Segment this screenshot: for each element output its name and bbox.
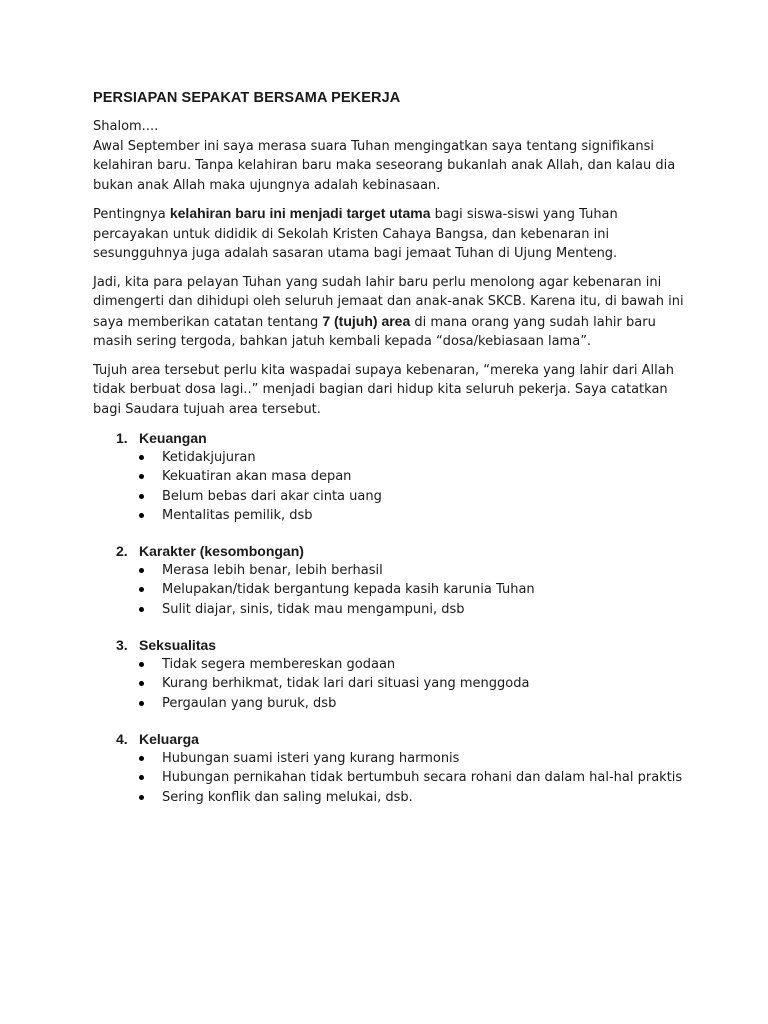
paragraph-intro-areas: Tujuh area tersebut perlu kita waspadai supaya kebenaran, “mereka yang lahir dari Allah tidak berbuat dosa lagi..” menjadi bagian dari hidup kita seluruh pekerja. Saya catatkan bagi Saudara tujuah area tersebut. — [93, 362, 674, 417]
list-item — [93, 467, 693, 486]
bullet-dot-icon — [139, 513, 144, 518]
bullet-dot-icon — [139, 455, 144, 460]
area-bullet-list — [93, 561, 693, 619]
list-item — [93, 674, 693, 693]
list-item-text: Sering konflik dan saling melukai, dsb. — [162, 789, 413, 805]
list-item — [93, 694, 693, 713]
area-heading-label: Keluarga — [139, 730, 199, 747]
area-number: 4. — [116, 730, 128, 747]
bullet-dot-icon — [139, 494, 144, 499]
area-item — [93, 429, 693, 525]
bullet-dot-icon — [139, 775, 144, 780]
area-heading — [93, 542, 693, 561]
paragraph-seven-areas-rest: di mana orang yang sudah lahir baru masih sering tergoda, bahkan jatuh kembali kepada “dosa/kebiasaan lama”. — [93, 314, 656, 349]
areas-list — [93, 429, 693, 807]
list-item-text: Hubungan suami isteri yang kurang harmonis — [162, 750, 460, 766]
paragraph-target — [93, 204, 693, 264]
list-item — [93, 448, 693, 467]
bullet-dot-icon — [139, 474, 144, 479]
list-item-text: Melupakan/tidak bergantung kepada kasih karunia Tuhan — [162, 582, 535, 598]
list-item — [93, 561, 693, 580]
list-item — [93, 788, 693, 807]
area-heading-label: Karakter (kesombongan) — [139, 543, 304, 560]
area-bullet-list — [93, 749, 693, 807]
list-item-text: Hubungan pernikahan tidak bertumbuh secara rohani dan dalam hal-hal praktis — [162, 770, 683, 786]
area-heading-label: Keuangan — [139, 430, 207, 446]
document-title: PERSIAPAN SEPAKAT BERSAMA PEKERJA — [93, 90, 401, 106]
bullet-dot-icon — [139, 756, 144, 761]
paragraph-seven-areas-lead: Jadi, kita para pelayan Tuhan yang sudah lahir baru perlu menolong agar kebenaran ini dimengerti dan dihidupi oleh seluruh jemaat dan anak-anak SKCB. Karena itu, di bawah ini saya memberikan catatan tentang — [93, 274, 684, 330]
area-heading-label: Seksualitas — [139, 637, 217, 654]
bullet-dot-icon — [139, 662, 144, 667]
bullet-dot-icon — [139, 587, 144, 592]
list-item-text: Kekuatiran akan masa depan — [162, 469, 352, 485]
list-item-text: Merasa lebih benar, lebih berhasil — [162, 563, 383, 579]
area-heading — [93, 429, 693, 448]
bullet-dot-icon — [139, 681, 144, 686]
bullet-dot-icon — [139, 795, 144, 800]
paragraph-seven-areas-emphasis: 7 (tujuh) area — [322, 312, 411, 329]
bullet-dot-icon — [139, 701, 144, 706]
list-item — [93, 768, 693, 787]
list-item — [93, 749, 693, 768]
area-heading — [93, 730, 693, 749]
area-bullet-list — [93, 655, 693, 713]
area-number: 3. — [116, 637, 128, 654]
intro-paragraph: Awal September ini saya merasa suara Tuhan mengingatkan saya tentang signifikansi kelahiran baru. Tanpa kelahiran baru maka seseorang bukanlah anak Allah, dan kalau dia bukan anak Allah maka ujungnya adalah kebinasaan. — [93, 138, 676, 193]
area-item — [93, 542, 693, 619]
list-item-text: Sulit diajar, sinis, tidak mau mengampuni, dsb — [162, 601, 465, 617]
paragraph-target-emphasis: kelahiran baru ini menjadi target utama — [169, 205, 431, 221]
area-heading — [93, 636, 693, 655]
area-item — [93, 730, 693, 807]
bullet-dot-icon — [139, 607, 144, 612]
list-item — [93, 487, 693, 506]
bullet-dot-icon — [139, 568, 144, 573]
area-item — [93, 636, 693, 713]
paragraph-target-lead: Pentingnya — [93, 207, 170, 222]
list-item — [93, 655, 693, 674]
list-item — [93, 600, 693, 619]
document-page — [93, 88, 693, 824]
paragraph-seven-areas — [93, 273, 693, 352]
greeting-text: Shalom.... — [93, 119, 159, 134]
list-item-text: Pergaulan yang buruk, dsb — [162, 695, 337, 711]
area-number: 2. — [116, 543, 128, 560]
area-bullet-list — [93, 448, 693, 525]
area-number: 1. — [116, 430, 128, 446]
list-item — [93, 580, 693, 599]
list-item — [93, 506, 693, 525]
list-item-text: Ketidakjujuran — [162, 450, 256, 465]
list-item-text: Kurang berhikmat, tidak lari dari situasi yang menggoda — [162, 676, 530, 692]
list-item-text: Belum bebas dari akar cinta uang — [162, 488, 382, 504]
paragraph-target-rest: bagi siswa-siswi yang Tuhan percayakan untuk dididik di Sekolah Kristen Cahaya Bangsa, dan kebenaran ini sesungguhnya juga adalah sasaran utama bagi jemaat Tuhan di Ujung Menteng. — [93, 207, 618, 261]
list-item-text: Tidak segera membereskan godaan — [162, 657, 396, 673]
list-item-text: Mentalitas pemilik, dsb — [162, 507, 313, 523]
